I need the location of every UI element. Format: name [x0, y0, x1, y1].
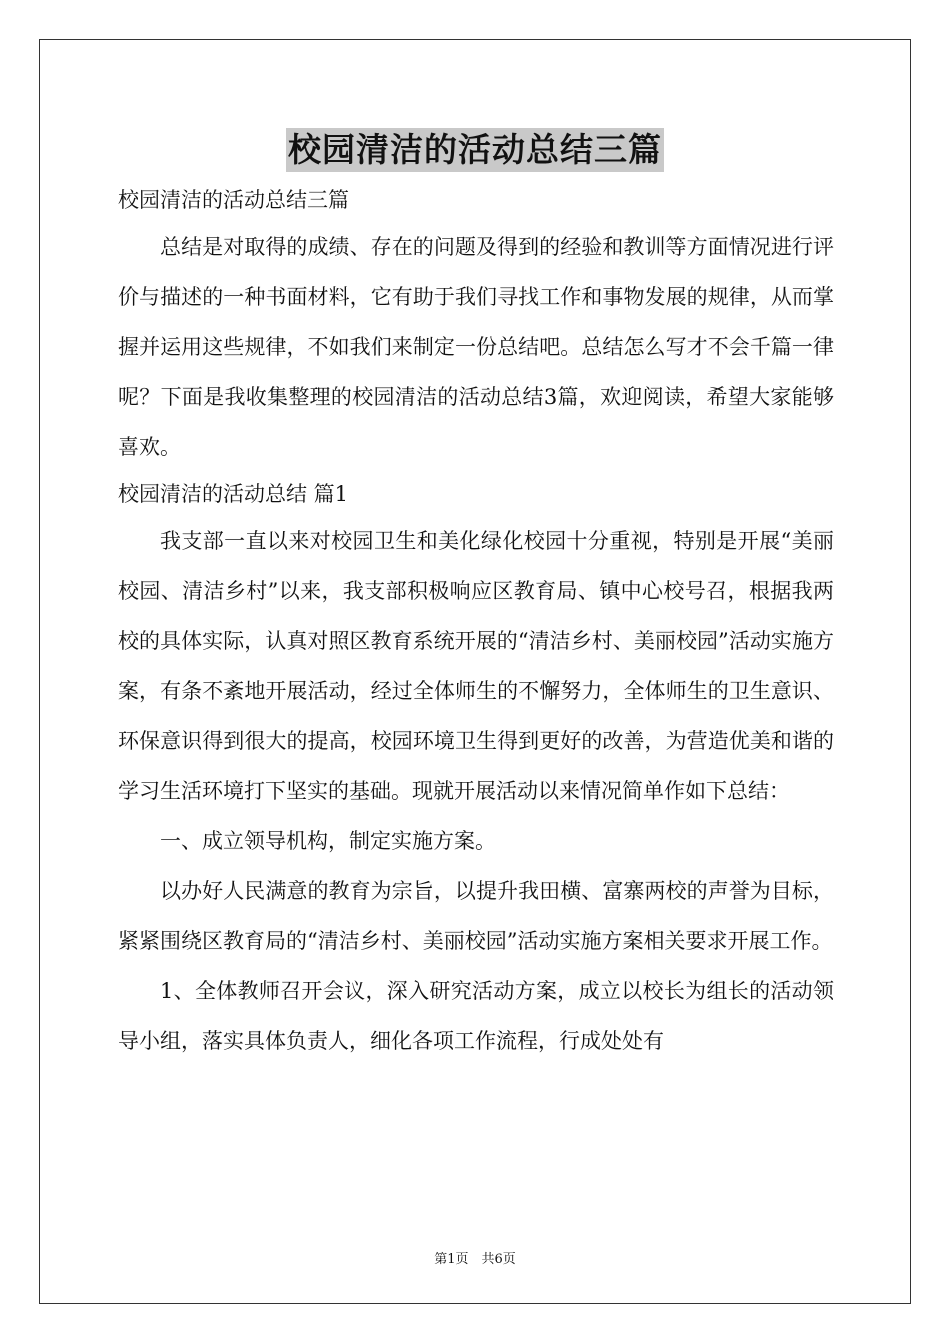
- document-title: 校园清洁的活动总结三篇: [286, 128, 664, 172]
- section-paragraph: 以办好人民满意的教育为宗旨，以提升我田横、富寨两校的声誉为目标，紧紧围绕区教育局的“清洁乡村、美丽校园”活动实施方案相关要求开展工作。: [118, 879, 834, 953]
- section-paragraph: 1、全体教师召开会议，深入研究活动方案，成立以校长为组长的活动领导小组，落实具体负责人，细化各项工作流程，行成处处有: [118, 979, 834, 1053]
- section-heading: 校园清洁的活动总结 篇1: [118, 482, 349, 506]
- section-paragraph: 我支部一直以来对校园卫生和美化绿化校园十分重视，特别是开展“美丽校园、清洁乡村”以来，我支部积极响应区教育局、镇中心校号召，根据我两校的具体实际，认真对照区教育系统开展的“清洁乡村、美丽校园”活动实施方案，有条不紊地开展活动，经过全体师生的不懈努力，全体师生的卫生意识、环保意识得到很大的提高，校园环境卫生得到更好的改善，为营造优美和谐的学习生活环境打下坚实的基础。现就开展活动以来情况简单作如下总结：: [118, 529, 834, 803]
- section-paragraph: 一、成立领导机构，制定实施方案。: [160, 829, 496, 853]
- title-wrap: [0, 128, 950, 172]
- intro-paragraph: 总结是对取得的成绩、存在的问题及得到的经验和教训等方面情况进行评价与描述的一种书面材料，它有助于我们寻找工作和事物发展的规律，从而掌握并运用这些规律，不如我们来制定一份总结吧。总结怎么写才不会千篇一律呢？下面是我收集整理的校园清洁的活动总结3篇，欢迎阅读，希望大家能够喜欢。: [118, 235, 834, 459]
- document-subtitle: 校园清洁的活动总结三篇: [118, 188, 349, 212]
- page-footer: 第1页 共6页: [434, 1252, 516, 1267]
- document-body: [118, 178, 834, 1066]
